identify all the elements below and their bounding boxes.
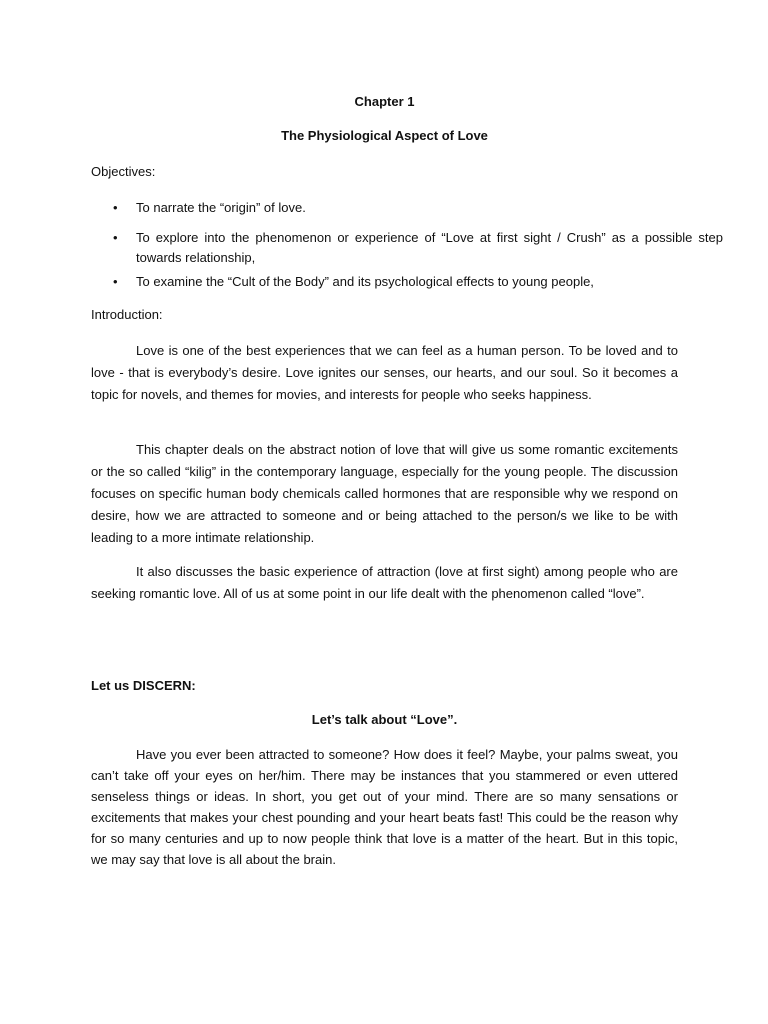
introduction-heading: Introduction: bbox=[91, 307, 163, 322]
objectives-heading: Objectives: bbox=[91, 164, 156, 179]
chapter-label: Chapter 1 bbox=[354, 94, 415, 109]
chapter-title: The Physiological Aspect of Love bbox=[281, 128, 488, 143]
introduction-paragraph-3: It also discusses the basic experience of attraction (love at first sight) among people who are seeking romantic love. All of us at some point in our life dealt with the phenomenon called “love”. bbox=[91, 564, 678, 601]
objective-item bbox=[91, 198, 723, 218]
discern-subheading: Let’s talk about “Love”. bbox=[311, 712, 458, 727]
discern-paragraph: Have you ever been attracted to someone? How does it feel? Maybe, your palms sweat, you can’t take off your eyes on her/him. There may be instances that you stammered or even uttered senseless things or ideas. In short, you get out of your mind. There are so many sensations or excitements that makes your chest pounding and your heart beats fast! This could be the reason why for so many centuries and up to now people think that love is a matter of the heart. But in this topic, we may say that love is all about the brain. bbox=[91, 747, 678, 867]
objective-item bbox=[91, 272, 723, 292]
objective-text: To narrate the “origin” of love. bbox=[136, 200, 306, 215]
bullet-icon: • bbox=[113, 200, 118, 215]
objective-text: To examine the “Cult of the Body” and its psychological effects to young people, bbox=[136, 274, 594, 289]
bullet-icon: • bbox=[113, 274, 118, 289]
introduction-paragraph-2: This chapter deals on the abstract notion of love that will give us some romantic excitements or the so called “kilig” in the contemporary language, especially for the young people. The discussion focuses on specific human body chemicals called hormones that are responsible why we respond on desire, how we are attracted to someone and or being attached to the person/s we like to be with leading to a more intimate relationship. bbox=[91, 442, 678, 545]
introduction-paragraph-1: Love is one of the best experiences that we can feel as a human person. To be loved and to love - that is everybody’s desire. Love ignites our senses, our hearts, and our soul. So it becomes a topic for novels, and themes for movies, and interests for people who seeks happiness. bbox=[91, 343, 678, 402]
discern-heading: Let us DISCERN: bbox=[91, 678, 196, 693]
bullet-icon: • bbox=[113, 230, 118, 245]
objective-item bbox=[91, 228, 723, 268]
objective-text: To explore into the phenomenon or experience of “Love at first sight / Crush” as a possible step towards relationship, bbox=[136, 230, 723, 265]
